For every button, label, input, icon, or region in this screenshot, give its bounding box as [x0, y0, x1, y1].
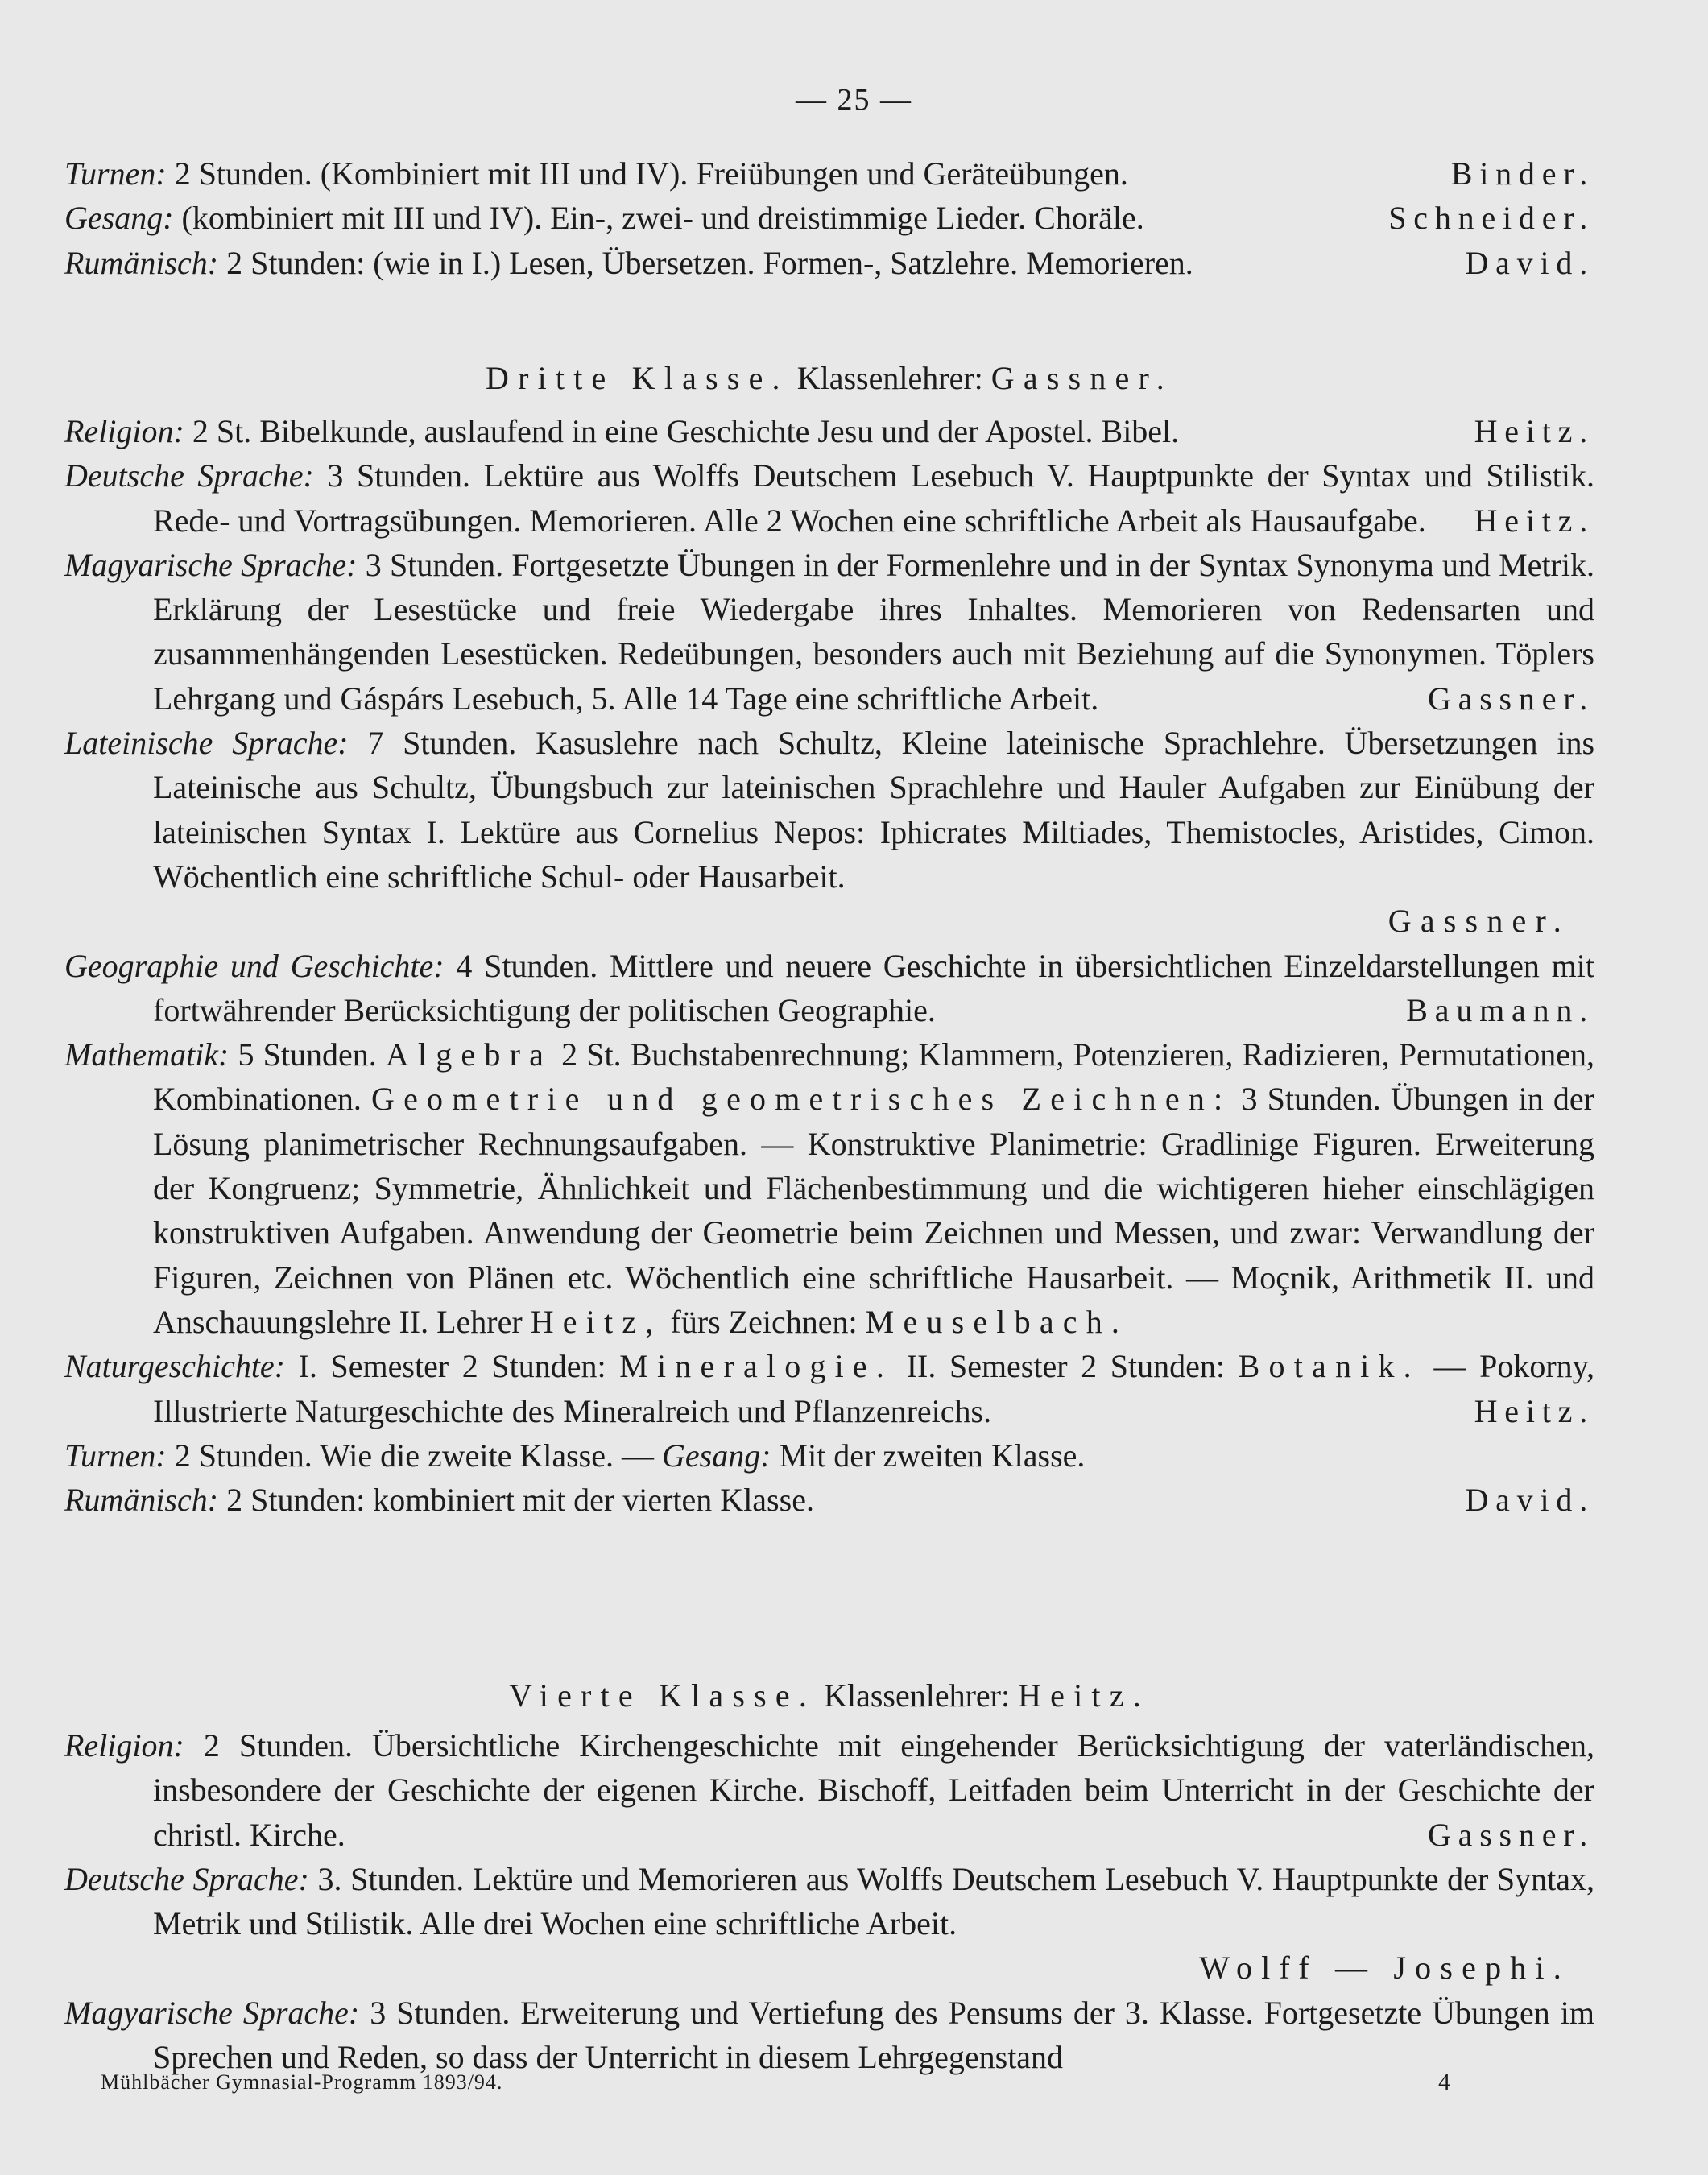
entry-text: fürs Zeichnen:	[670, 1303, 858, 1340]
entry-text: 2 Stunden. Wie die zweite Klasse. —	[174, 1437, 654, 1474]
teacher-signature: Wolff — Josephi.	[1199, 1950, 1570, 1987]
entry-text: 2 Stunden: kombiniert mit der vierten Klasse.	[226, 1482, 814, 1519]
entry-label: Lateinische Sprache:	[64, 725, 349, 762]
entry-text: 3 Stunden. Lektüre aus Wolffs Deutschem Lesebuch V. Hauptpunkte der Syntax und Stilistik. Rede- und Vortragsübungen. Memorieren. Alle 2 Wochen eine schriftliche Arbeit als Hausaufgabe.	[153, 457, 1594, 539]
entry-gesang	[64, 196, 1594, 240]
footer-publication: Mühlbächer Gymnasial-Programm 1893/94.	[101, 2070, 503, 2094]
teacher-signature: Gassner.	[1427, 680, 1594, 717]
subject-algebra: Algebra	[385, 1036, 553, 1073]
entry-text: 2 Stunden. (Kombiniert mit III und IV). Freiübungen und Geräteübungen.	[174, 155, 1128, 192]
heading-teacher: Gassner.	[990, 360, 1173, 396]
entry-lateinische-sprache	[64, 721, 1594, 899]
footer-signature-mark: 4	[1438, 2069, 1450, 2095]
teacher-name: Heitz,	[530, 1303, 663, 1340]
entry-text: 3 Stunden. Fortgesetzte Übungen in der Formenlehre und in der Syntax Synonyma und Metrik. Erklärung der Lesestücke und freie Wiedergabe ihres Inhaltes. Memorieren von Redensarten und zusammenhängenden Lesestücken. Redeübungen, besonders auch mit Beziehung auf die Synonymen. Töplers Lehrgang und Gáspárs Lesebuch, 5. Alle 14 Tage eine schriftliche Arbeit.	[153, 546, 1594, 717]
entry-label: Turnen:	[64, 155, 167, 192]
entry-text: 3. Stunden. Lektüre und Memorieren aus Wolffs Deutschem Lesebuch V. Hauptpunkte der Syntax, Metrik und Stilistik. Alle drei Wochen eine schriftliche Arbeit.	[153, 1860, 1595, 1942]
subject-mineralogie: Mineralogie.	[619, 1348, 894, 1385]
entry-text: — Pokorny, Illustrierte Naturgeschichte des Mineralreich und Pflanzenreichs.	[153, 1348, 1595, 1429]
heading-title: Vierte Klasse.	[509, 1677, 817, 1714]
entry-label: Gesang:	[661, 1437, 771, 1474]
teacher-signature: Heitz.	[1474, 1392, 1594, 1429]
entry-text: I. Semester 2 Stunden:	[298, 1348, 606, 1385]
entry-text: 5 Stunden.	[238, 1036, 377, 1073]
entry-label: Rumänisch:	[64, 244, 219, 281]
entry-label: Turnen:	[64, 1437, 167, 1474]
entry-turnen	[64, 151, 1594, 196]
entry-label: Deutsche Sprache:	[64, 457, 314, 494]
entry-religion	[64, 409, 1594, 453]
teacher-signature: Heitz.	[1474, 502, 1594, 539]
entry-text: 2 St. Buchstabenrechnung; Klammern, Potenzieren, Radizieren, Permutationen, Kombinationen.	[153, 1036, 1595, 1118]
teacher-signature: Gassner.	[1387, 903, 1570, 940]
teacher-signature: Baumann.	[1406, 991, 1594, 1028]
entry-label: Religion:	[64, 413, 184, 449]
entry-label: Religion:	[64, 1727, 184, 1764]
entry-turnen-gesang	[64, 1433, 1594, 1478]
entry-text: 4 Stunden. Mittlere und neuere Geschichte in übersichtlichen Einzeldarstellungen mit fortwährender Berücksichtigung der politischen Geographie.	[153, 947, 1595, 1028]
entry-text: II. Semester 2 Stunden:	[906, 1348, 1225, 1385]
entry-rumaenisch	[64, 241, 1594, 285]
heading-rest: Klassenlehrer:	[796, 360, 983, 396]
entry-label: Deutsche Sprache:	[64, 1860, 309, 1897]
entry-geographie-geschichte	[64, 944, 1594, 1033]
entry-text: (kombiniert mit III und IV). Ein-, zwei- und dreistimmige Lieder. Choräle.	[181, 200, 1144, 237]
entry-label: Gesang:	[64, 200, 174, 237]
entry-naturgeschichte	[64, 1344, 1594, 1433]
subject-botanik: Botanik.	[1238, 1348, 1421, 1385]
entry-text: 2 St. Bibelkunde, auslaufend in eine Geschichte Jesu und der Apostel. Bibel.	[192, 413, 1180, 449]
entry-text: 3 Stunden. Übungen in der Lösung planimetrischer Rechnungsaufgaben. — Konstruktive Planimetrie: Gradlinige Figuren. Erweiterung der Kongruenz; Symmetrie, Ähnlichkeit und Flächenbestimmung und die wichtigeren hieher einschlägigen konstruktiven Aufgaben. Anwendung der Geometrie beim Zeichnen und Messen, und zwar: Verwandlung der Figuren, Zeichnen von Plänen etc. Wöchentlich eine schriftliche Hausarbeit. — Moçnik, Arithmetik II. und Anschauungslehre II. Lehrer	[153, 1081, 1594, 1340]
previous-class-block	[64, 151, 1594, 285]
entry-deutsche-sprache	[64, 1857, 1594, 1946]
teacher-name: Meuselbach.	[865, 1303, 1129, 1340]
entry-text: 2 Stunden. Übersichtliche Kirchengeschichte mit eingehender Berücksichtigung der vaterländischen, insbesondere der Geschichte der eigenen Kirche. Bischoff, Leitfaden beim Unterricht in der Geschichte der christl. Kirche.	[153, 1727, 1594, 1853]
entry-text: Mit der zweiten Klasse.	[779, 1437, 1086, 1474]
teacher-signature: Heitz.	[1474, 413, 1594, 449]
signature-line	[64, 899, 1594, 943]
entry-label: Naturgeschichte:	[64, 1348, 286, 1385]
entry-label: Magyarische Sprache:	[64, 1994, 360, 2031]
heading-teacher: Heitz.	[1018, 1677, 1150, 1714]
teacher-signature: Binder.	[1450, 155, 1594, 192]
heading-title: Dritte Klasse.	[485, 360, 789, 396]
entry-deutsche-sprache	[64, 453, 1594, 543]
entry-magyarische-sprache	[64, 543, 1594, 721]
entry-text: 7 Stunden. Kasuslehre nach Schultz, Kleine lateinische Sprachlehre. Übersetzungen ins Lateinische aus Schultz, Übungsbuch zur lateinischen Sprachlehre und Hauler Aufgaben zur Einübung der lateinischen Syntax I. Lektüre aus Cornelius Nepos: Iphicrates Miltiades, Themistocles, Aristides, Cimon. Wöchentlich eine schriftliche Schul- oder Hausarbeit.	[153, 725, 1595, 895]
section-heading-dritte-klasse	[64, 356, 1594, 400]
entry-label: Rumänisch:	[64, 1482, 219, 1519]
entry-label: Geographie und Geschichte:	[64, 947, 445, 984]
entry-magyarische-sprache	[64, 1991, 1594, 2080]
entry-text: 3 Stunden. Erweiterung und Vertiefung des Pensums der 3. Klasse. Fortgesetzte Übungen im Sprechen und Reden, so dass der Unterricht in diesem Lehrgegenstand	[153, 1994, 1594, 2076]
dritte-klasse-block	[64, 409, 1594, 1522]
signature-line	[64, 1946, 1594, 1990]
section-heading-vierte-klasse	[64, 1673, 1594, 1718]
teacher-signature: David.	[1465, 244, 1594, 281]
entry-label: Magyarische Sprache:	[64, 546, 358, 583]
teacher-signature: Gassner.	[1427, 1816, 1594, 1853]
vierte-klasse-block	[64, 1723, 1594, 2079]
teacher-signature: David.	[1465, 1482, 1594, 1519]
entry-religion	[64, 1723, 1594, 1857]
page-number: — 25 —	[796, 83, 912, 117]
heading-rest: Klassenlehrer:	[824, 1677, 1011, 1714]
teacher-signature: Schneider.	[1388, 200, 1594, 237]
entry-label: Mathematik:	[64, 1036, 230, 1073]
entry-rumaenisch	[64, 1478, 1594, 1522]
entry-text: 2 Stunden: (wie in I.) Lesen, Übersetzen. Formen-, Satzlehre. Memorieren.	[226, 244, 1193, 281]
entry-mathematik	[64, 1032, 1594, 1344]
subject-geometrie: Geometrie und geometrisches Zeichnen:	[371, 1081, 1232, 1118]
